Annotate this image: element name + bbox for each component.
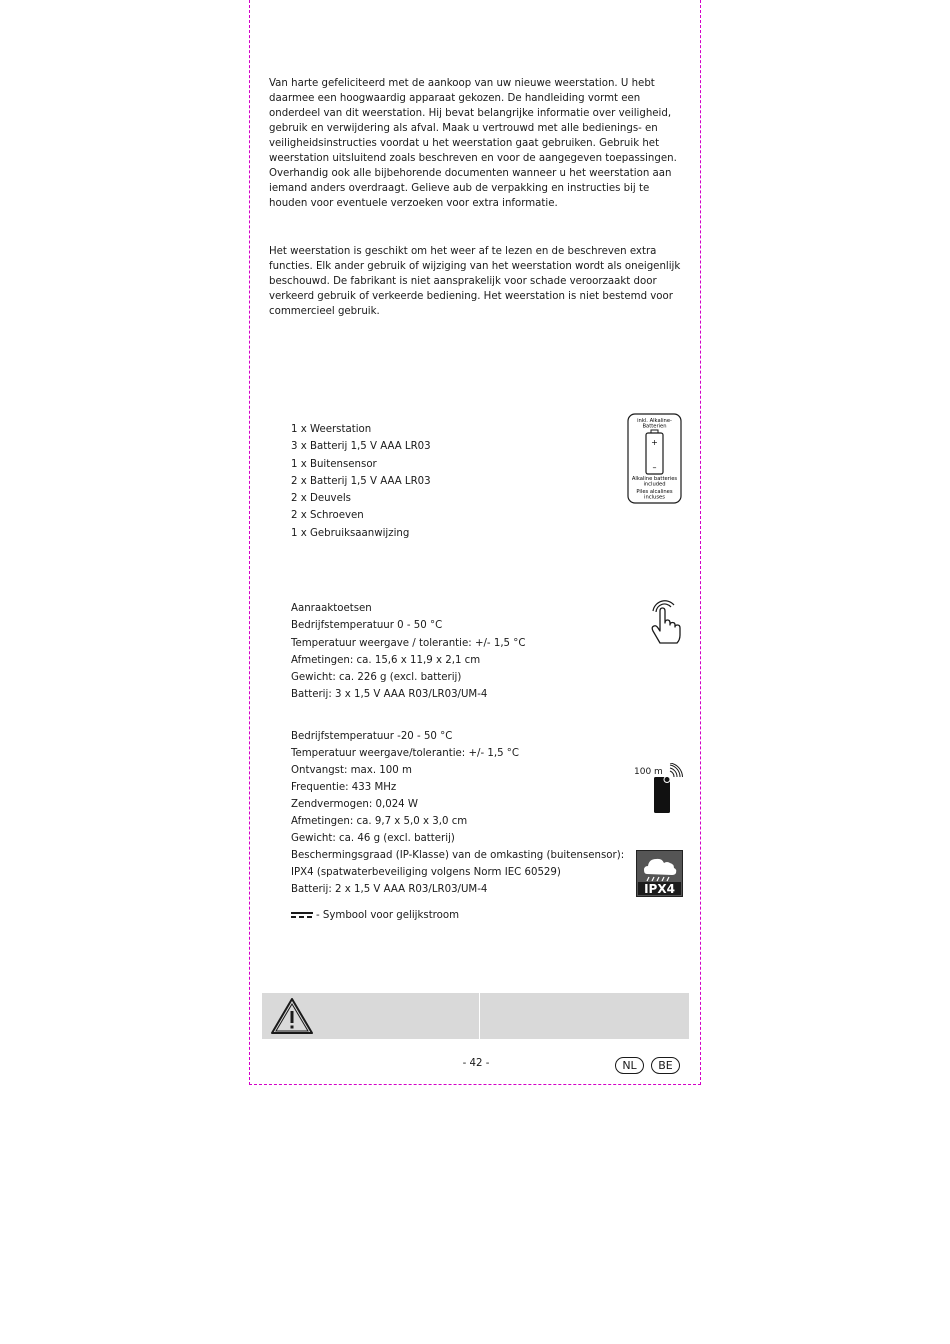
country-badge-nl: NL — [615, 1057, 644, 1074]
list-item: Bedrijfstemperatuur 0 - 50 °C — [291, 620, 443, 632]
badge-text: inkl. Alkaline- — [637, 418, 672, 424]
list-item: Aanraaktoetsen — [291, 603, 372, 614]
badge-text: Alkaline batteries — [631, 476, 678, 482]
warning-bar — [262, 993, 689, 1039]
intro-paragraph: Van harte gefeliciteerd met de aankoop van uw nieuwe weerstation. U hebt daarmee een hoogwaardig apparaat gekozen. De handleiding vormt een onderdeel van dit weerstation. Hij bevat belangrijke informatie over veiligheid, gebruik en verwijdering als afval. Maak u vertrouwd met alle bedienings- en veiligheidsinstructies voordat u het weerstation gaat gebruiken. Gebruik het weerstation uitsluitend zoals beschreven en voor de aangegeven toepassingen. Overhandig ook alle bijbehorende documenten wanneer u het weerstation aan iemand anders overdraagt. Gelieve aub de verpakking en instructies bij te houden voor eventuele verzoeken voor extra informatie. — [269, 78, 677, 209]
list-item: 3 x Batterij 1,5 V AAA LR03 — [291, 441, 431, 453]
badge-text: included — [643, 481, 666, 488]
list-item: Gewicht: ca. 226 g (excl. batterij) — [291, 672, 462, 684]
list-item: Frequentie: 433 MHz — [291, 782, 397, 793]
list-item: Afmetingen: ca. 15,6 x 11,9 x 2,1 cm — [291, 654, 481, 666]
alkaline-batteries-included-icon — [627, 413, 683, 505]
badge-text: Batterien — [642, 423, 667, 430]
list-item: 2 x Schroeven — [291, 510, 364, 522]
base-station-specs-list — [291, 600, 525, 704]
list-item: Afmetingen: ca. 9,7 x 5,0 x 3,0 cm — [291, 816, 468, 827]
list-item: 2 x Batterij 1,5 V AAA LR03 — [291, 475, 431, 487]
range-label: 100 m — [634, 767, 663, 777]
badge-text: incluses — [644, 494, 665, 501]
list-item: 1 x Buitensensor — [291, 458, 377, 470]
direct-current-icon — [291, 912, 313, 918]
warning-bar-divider — [479, 993, 480, 1039]
list-item: Gewicht: ca. 46 g (excl. batterij) — [291, 833, 455, 844]
list-item: 2 x Deuvels — [291, 493, 351, 505]
ipx-label: IPX4 — [644, 882, 675, 896]
package-contents-list — [291, 421, 431, 542]
country-badge-be: BE — [651, 1057, 680, 1074]
list-item: Beschermingsgraad (IP-Klasse) van de omkasting (buitensensor): — [291, 850, 625, 861]
ipx4-splash-protection-icon — [636, 850, 683, 897]
badge-text: + — [651, 438, 658, 447]
warning-triangle-icon — [270, 997, 314, 1035]
list-item: Batterij: 3 x 1,5 V AAA R03/LR03/UM-4 — [291, 689, 488, 701]
list-item: Temperatuur weergave/tolerantie: +/- 1,5 °C — [291, 748, 520, 759]
manual-page — [249, 0, 701, 1085]
list-item: 1 x Weerstation — [291, 424, 372, 435]
list-item: 1 x Gebruiksaanwijzing — [291, 527, 410, 539]
page-number: - 42 - — [462, 1058, 490, 1069]
dc-symbol-legend — [291, 909, 459, 923]
outdoor-sensor-specs-list — [291, 728, 624, 898]
list-item: Ontvangst: max. 100 m — [291, 765, 412, 776]
touch-hand-icon — [647, 599, 685, 647]
badge-text: Piles alcalines — [636, 489, 673, 495]
list-item: IPX4 (spatwaterbeveiliging volgens Norm IEC 60529) — [291, 867, 561, 878]
wireless-range-icon — [634, 763, 686, 815]
badge-text: – — [652, 463, 657, 472]
list-item: Temperatuur weergave / tolerantie: +/- 1,5 °C — [291, 637, 526, 649]
list-item: Bedrijfstemperatuur -20 - 50 °C — [291, 731, 453, 742]
list-item: Batterij: 2 x 1,5 V AAA R03/LR03/UM-4 — [291, 884, 488, 895]
list-item: Zendvermogen: 0,024 W — [291, 799, 418, 810]
dc-symbol-text: - Symbool voor gelijkstroom — [316, 910, 460, 921]
intended-use-paragraph: Het weerstation is geschikt om het weer af te lezen en de beschreven extra functies. Elk ander gebruik of wijziging van het weerstation wordt als oneigenlijk beschouwd. De fabrikant is niet aansprakelijk voor schade veroorzaakt door verkeerd gebruik of verkeerde bediening. Het weerstation is niet bestemd voor commercieel gebruik. — [269, 246, 681, 317]
